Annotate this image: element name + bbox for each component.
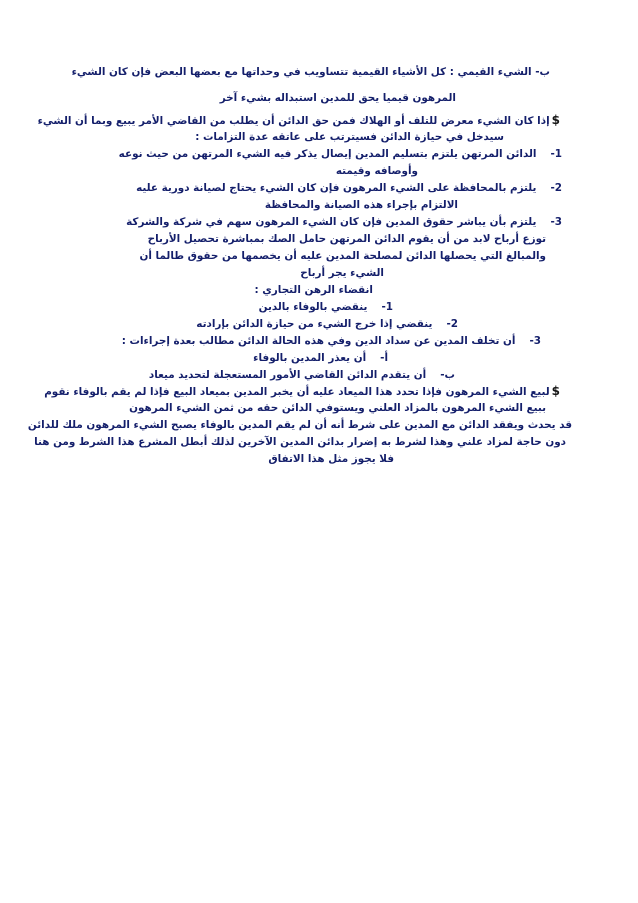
sub-item: ب-أن يتقدم الدائن القاضي الأمور المستعجلة لتحديد ميعاد	[148, 369, 455, 381]
section-heading: انقضاء الرهن التجاري :	[254, 284, 373, 296]
text-line-with-dollar: $لبيع الشيء المرهون فإذا تحدد هذا الميعاد عليه أن يخبر المدين بميعاد البيع فإذا لم يقم بالوفاء نقوم	[44, 384, 560, 398]
text-line-with-dollar: $إذا كان الشيء معرض للتلف أو الهلاك فمن حق الدائن أن يطلب من القاضي الأمر يبيع وبما أن الشيء	[37, 113, 560, 127]
numbered-item: 3-يلتزم بأن يباشر حقوق المدين فإن كان الشيء المرهون سهم في شركة والشركة	[126, 216, 562, 228]
item-number: 1-	[550, 148, 562, 160]
text-line: توزع أرباح لابد من أن يقوم الدائن المرتهن حامل الصك بمباشرة تحصيل الأرباح	[147, 233, 546, 245]
numbered-item: 1-الدائن المرتهن يلتزم بتسليم المدين إيصال يذكر فيه الشيء المرتهن من حيث نوعه	[118, 148, 562, 160]
text-line: والمبالغ التي يحصلها الدائن لمصلحة المدين عليه أن يخصمها من حقوق طالما أن	[139, 250, 546, 262]
text-line: ببيع الشيء المرهون بالمزاد العلني ويستوفي الدائن حقه من ثمن الشيء المرهون	[129, 402, 546, 414]
item-letter: أ-	[380, 352, 388, 364]
sub-item: أ-أن يعذر المدين بالوفاء	[253, 352, 388, 364]
text-line: دون حاجة لمزاد علني وهذا لشرط به إضرار بدائن المدين الآخرين لذلك أبطل المشرع هذا الشرط ومن هنا	[34, 436, 566, 448]
text-line: قد يحدث ويفقد الدائن مع المدين على شرط أنه أن لم يقم المدين بالوفاء يصبح الشيء المرهون ملك للدائن	[27, 419, 572, 431]
text-line: ب- الشيء القيمي : كل الأشياء القيمية تتساويب في وحداتها مع بعضها البعض فإن كان الشيء	[71, 66, 550, 78]
numbered-item: 3-أن تخلف المدين عن سداد الدين وفي هذه الحالة الدائن مطالب بعدة إجراءات :	[121, 335, 541, 347]
item-letter: ب-	[440, 369, 455, 381]
dollar-sign-icon: $	[551, 113, 560, 127]
dollar-sign-icon: $	[551, 384, 560, 398]
numbered-item: 2-يلتزم بالمحافظة على الشيء المرهون فإن كان الشيء يحتاج لصيانة دورية عليه	[136, 182, 562, 194]
item-number: 1-	[381, 301, 393, 313]
text-line: المرهون قيميا يحق للمدين استبداله بشيء آخر	[219, 92, 456, 104]
text-line: فلا يجوز مثل هذا الاتفاق	[268, 453, 394, 465]
item-number: 2-	[446, 318, 458, 330]
numbered-item: 1-ينقضي بالوفاء بالدين	[258, 301, 393, 313]
text-line: الالتزام بإجراء هذه الصيانة والمحافظة	[264, 199, 458, 211]
text-line: وأوصافه وقيمته	[335, 165, 418, 177]
item-number: 3-	[529, 335, 541, 347]
text-line: الشيء يجر أرباح	[300, 267, 384, 279]
item-number: 2-	[550, 182, 562, 194]
item-number: 3-	[550, 216, 562, 228]
numbered-item: 2-ينقضي إذا خرج الشيء من حيازة الدائن بإرادته	[196, 318, 458, 330]
text-line: سيدخل في حيازة الدائن فسيترتب على عاتقه عدة التزامات :	[195, 131, 504, 143]
